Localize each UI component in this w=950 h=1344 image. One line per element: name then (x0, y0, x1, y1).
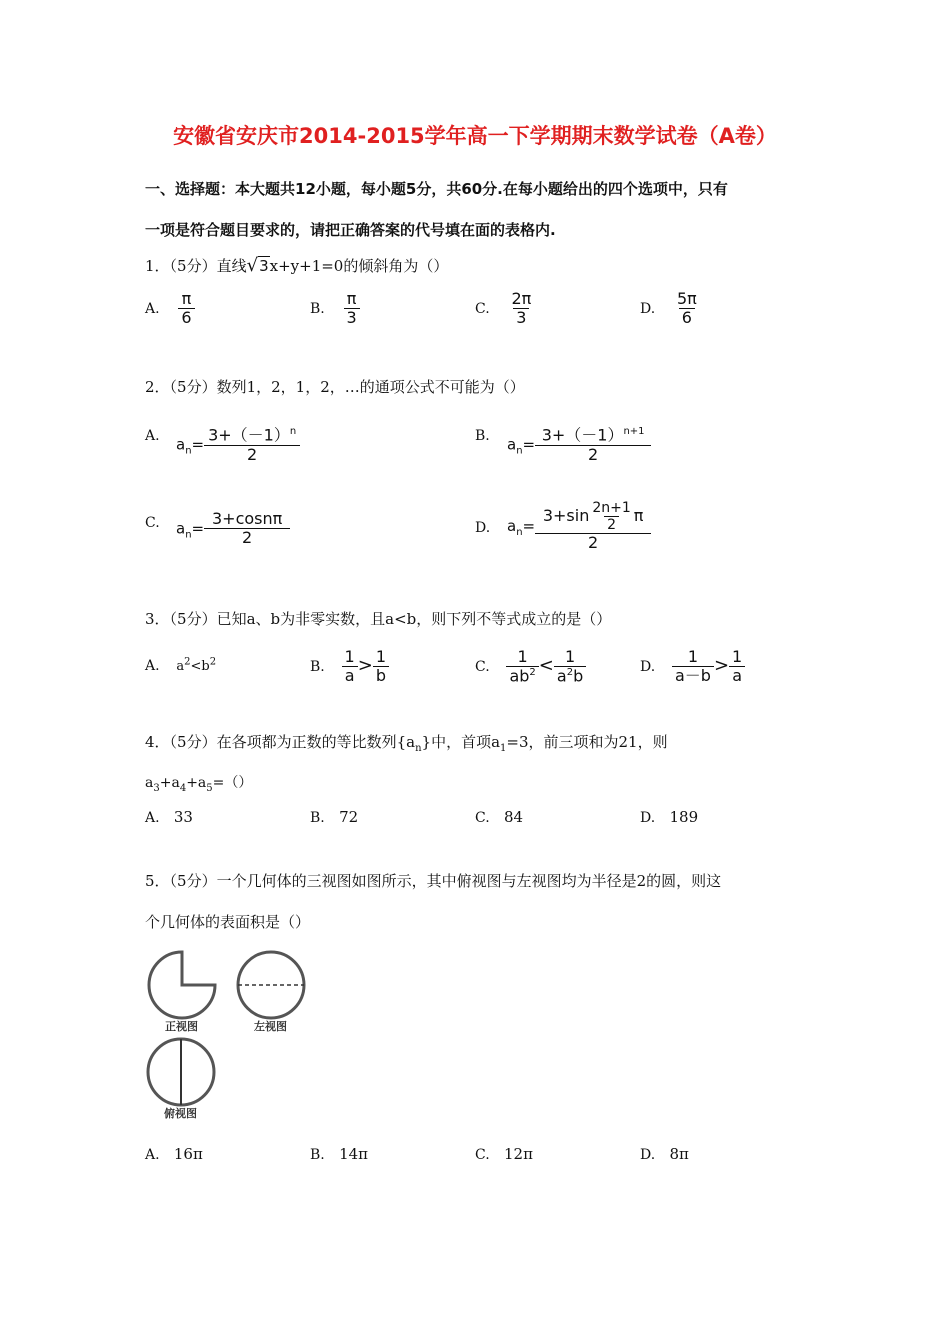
q4-option-a[interactable]: A. 33 (145, 808, 193, 826)
q2-option-c-formula: $a_n=$ $\frac{3+\cos n\pi}{2}$ (176, 510, 290, 548)
q1-option-b[interactable]: B. $\frac{\pi}{3}$ (310, 290, 360, 328)
question-4-stem: 4．（5分）在各项都为正数的等比数列$\{a_n\}$中，首项$a_1=3$，前三项和为21，则 (145, 733, 668, 754)
question-4-stem-line2: $a_3+a_4+a_5=()$ (145, 775, 253, 794)
q2-option-b-formula: $a_n=$ $\frac{3+(-1)^{n+1}}{2}$ (507, 426, 651, 464)
q3-option-d[interactable]: D. $\frac{1}{a-b}$ > $\frac{1}{a}$ (640, 648, 745, 686)
q2-option-d[interactable]: D. (475, 520, 491, 536)
q5-option-a[interactable]: A. 16π (145, 1145, 203, 1163)
question-1-stem: 1．（5分）直线√3x+y+1=0的倾斜角为（） (145, 255, 449, 276)
q5-option-c[interactable]: C. 12π (475, 1145, 533, 1163)
q5-option-d[interactable]: D. 8π (640, 1145, 689, 1163)
q1-option-a[interactable]: A. $\frac{\pi}{6}$ (145, 290, 195, 328)
q2-option-d-formula: $a_n=$ 3+sin $\frac{2n+1}{2}$ π 2 (507, 500, 651, 553)
q4-option-b[interactable]: B. 72 (310, 808, 359, 826)
q1-stem-post: x+y+1=0的倾斜角为（） (269, 257, 449, 275)
front-view-shape (149, 952, 215, 1018)
q4-option-d[interactable]: D. 189 (640, 808, 699, 826)
question-3-stem: 3．（5分）已知a、b为非零实数，且a<b，则下列不等式成立的是（） (145, 610, 612, 628)
q3-option-c[interactable]: C. $\frac{1}{ab^2}$ < $\frac{1}{a^2b}$ (475, 648, 586, 686)
section-instruction-line1: 一、选择题：本大题共12小题，每小题5分，共60分.在每小题给出的四个选项中，只有 (145, 180, 728, 198)
q2-option-a[interactable]: A. (145, 428, 160, 444)
question-5-stem-line1: 5．（5分）一个几何体的三视图如图所示，其中俯视图与左视图均为半径是2的圆，则这 (145, 872, 722, 890)
question-2-stem: 2．（5分）数列1，2，1，2，…的通项公式不可能为（） (145, 378, 525, 396)
q1-option-d[interactable]: D. $\frac{5\pi}{6}$ (640, 289, 697, 328)
q3-option-a[interactable]: A. $a^2<b^2$ (145, 656, 217, 674)
q2-option-b[interactable]: B. (475, 428, 490, 444)
top-view-label: 俯视图 (164, 1107, 197, 1120)
q1-root-value: 3 (259, 257, 269, 275)
front-view-label: 正视图 (165, 1020, 198, 1033)
q1-option-c[interactable]: C. $\frac{2\pi}{3}$ (475, 289, 532, 328)
q5-option-b[interactable]: B. 14π (310, 1145, 369, 1163)
side-view-label: 左视图 (254, 1020, 287, 1033)
q4-option-c[interactable]: C. 84 (475, 808, 524, 826)
page-title: 安徽省安庆市2014-2015学年高一下学期期末数学试卷（A卷） (173, 124, 777, 148)
q3-option-b[interactable]: B. $\frac{1}{a}$ > $\frac{1}{b}$ (310, 648, 389, 686)
section-instruction-line2: 一项是符合题目要求的，请把正确答案的代号填在面的表格内. (145, 221, 556, 239)
q2-option-a-formula: $a_n=$ $\frac{3+(-1)^n}{2}$ (176, 426, 300, 464)
q2-option-c[interactable]: C. (145, 515, 160, 531)
question-5-stem-line2: 个几何体的表面积是（） (145, 913, 311, 931)
q1-stem-pre: 1．（5分）直线 (145, 257, 247, 275)
